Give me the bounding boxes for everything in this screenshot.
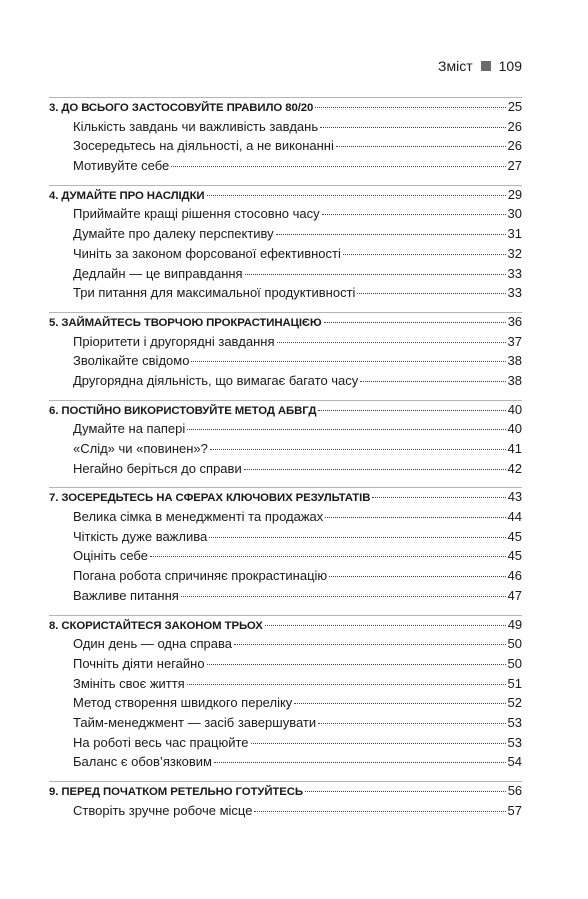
toc-entry xyxy=(49,676,522,696)
dot-leader xyxy=(251,743,506,744)
toc-entry-page: 38 xyxy=(507,372,522,388)
chapter-heading-page: 56 xyxy=(507,783,522,798)
chapter-heading-page: 43 xyxy=(507,489,522,505)
dot-leader xyxy=(191,361,505,362)
toc-chapter xyxy=(49,487,522,614)
toc-entry-page: 33 xyxy=(507,285,522,301)
toc-entry-title: Тайм-менеджмент — засіб завершувати xyxy=(73,714,317,730)
toc-entry xyxy=(49,548,522,568)
toc-entry-page: 52 xyxy=(507,695,522,711)
toc-entry xyxy=(49,285,522,305)
dot-leader xyxy=(336,146,506,147)
dot-leader xyxy=(210,449,506,450)
dot-leader xyxy=(234,644,506,645)
toc-entry xyxy=(49,588,522,608)
toc-entry-title: Метод створення швидкого переліку xyxy=(73,695,293,711)
toc-entry xyxy=(49,636,522,656)
dot-leader xyxy=(244,469,506,470)
toc-entry-page: 31 xyxy=(507,226,522,242)
toc-entry xyxy=(49,441,522,461)
dot-leader xyxy=(150,556,506,557)
toc-entry-title: Один день — одна справа xyxy=(73,636,232,652)
dot-leader xyxy=(277,342,506,343)
toc-entry xyxy=(49,656,522,676)
toc-entry-page: 26 xyxy=(507,138,522,154)
chapter-heading-title: 7. ЗОСЕРЕДЬТЕСЬ НА СФЕРАХ КЛЮЧОВИХ РЕЗУЛЬТАТІВ xyxy=(49,492,371,505)
toc-chapter xyxy=(49,781,522,829)
toc-chapter xyxy=(49,312,522,400)
header-page-number: 109 xyxy=(498,58,522,74)
toc-entry xyxy=(49,695,522,715)
toc-entry-page: 54 xyxy=(507,754,522,770)
chapter-heading-page: 29 xyxy=(507,186,522,202)
toc-entry-title: Чіткість дуже важлива xyxy=(73,528,208,544)
chapter-heading xyxy=(49,187,522,207)
toc-entry-title: Змініть своє життя xyxy=(73,675,185,691)
toc-entry xyxy=(49,119,522,139)
toc-entry-title: Важливе питання xyxy=(73,587,179,603)
toc-entry-page: 38 xyxy=(507,353,522,369)
dot-leader xyxy=(320,127,505,128)
dot-leader xyxy=(254,811,505,812)
toc-entry-page: 40 xyxy=(507,421,522,437)
chapter-heading xyxy=(49,402,522,422)
chapter-heading-page: 36 xyxy=(507,313,522,329)
dot-leader xyxy=(372,497,505,498)
toc-entry-title: Думайте на папері xyxy=(73,421,186,437)
toc-chapter xyxy=(49,615,522,782)
toc-entry-page: 37 xyxy=(507,333,522,349)
dot-leader xyxy=(329,576,505,577)
toc-entry xyxy=(49,529,522,549)
toc-entry xyxy=(49,138,522,158)
dot-leader xyxy=(209,537,505,538)
toc-entry xyxy=(49,735,522,755)
toc-entry-page: 30 xyxy=(507,206,522,222)
chapter-heading xyxy=(49,314,522,334)
toc-entry-page: 44 xyxy=(507,509,522,525)
dot-leader xyxy=(318,723,505,724)
toc-entry-title: Приймайте кращі рішення стосовно часу xyxy=(73,206,320,222)
toc-entry xyxy=(49,266,522,286)
toc-entry-title: Оцініть себе xyxy=(73,548,148,564)
dot-leader xyxy=(343,254,506,255)
chapter-heading-page: 25 xyxy=(507,99,522,114)
square-bullet-icon xyxy=(481,61,491,71)
chapter-heading xyxy=(49,489,522,509)
dot-leader xyxy=(325,517,505,518)
dot-leader xyxy=(171,166,505,167)
toc-entry-title: Другорядна діяльність, що вимагає багато часу xyxy=(73,372,359,388)
dot-leader xyxy=(360,381,505,382)
dot-leader xyxy=(357,293,505,294)
dot-leader xyxy=(207,195,506,196)
toc-entry xyxy=(49,509,522,529)
toc-entry-title: Погана робота спричиняє прокрастинацію xyxy=(73,568,328,584)
toc-entry-title: Кількість завдань чи важливість завдань xyxy=(73,118,319,134)
dot-leader xyxy=(207,664,506,665)
toc-entry-title: Чиніть за законом форсованої ефективності xyxy=(73,245,341,261)
toc-entry xyxy=(49,568,522,588)
table-of-contents xyxy=(49,97,522,829)
toc-entry xyxy=(49,334,522,354)
dot-leader xyxy=(265,625,506,626)
toc-chapter xyxy=(49,185,522,312)
dot-leader xyxy=(294,703,505,704)
chapter-heading xyxy=(49,617,522,637)
toc-entry-page: 53 xyxy=(507,714,522,730)
chapter-heading xyxy=(49,99,522,119)
dot-leader xyxy=(318,410,505,411)
chapter-heading-title: 6. ПОСТІЙНО ВИКОРИСТОВУЙТЕ МЕТОД АБВГД xyxy=(49,404,317,417)
toc-entry xyxy=(49,353,522,373)
toc-entry-title: Велика сімка в менеджменті та продажах xyxy=(73,509,324,525)
chapter-heading-page: 49 xyxy=(507,616,522,632)
running-header xyxy=(438,58,522,74)
toc-entry-page: 27 xyxy=(507,158,522,174)
toc-entry-title: Три питання для максимальної продуктивності xyxy=(73,285,356,301)
toc-entry-title: Думайте про далеку перспективу xyxy=(73,226,274,242)
chapter-heading-title: 5. ЗАЙМАЙТЕСЬ ТВОРЧОЮ ПРОКРАСТИНАЦІЄЮ xyxy=(49,316,322,329)
toc-entry xyxy=(49,461,522,481)
toc-chapter xyxy=(49,400,522,488)
dot-leader xyxy=(324,322,506,323)
toc-entry-title: Пріоритети і другорядні завдання xyxy=(73,333,275,349)
header-section-title: Зміст xyxy=(438,58,473,74)
toc-entry-title: «Слід» чи «повинен»? xyxy=(73,441,208,456)
chapter-heading-title: 4. ДУМАЙТЕ ПРО НАСЛІДКИ xyxy=(49,189,205,202)
chapter-heading-title: 9. ПЕРЕД ПОЧАТКОМ РЕТЕЛЬНО ГОТУЙТЕСЬ xyxy=(49,786,304,798)
toc-entry xyxy=(49,246,522,266)
toc-entry-page: 26 xyxy=(507,118,522,134)
toc-entry-page: 46 xyxy=(507,568,522,584)
dot-leader xyxy=(187,429,505,430)
toc-entry xyxy=(49,803,522,823)
chapter-heading-title: 8. СКОРИСТАЙТЕСЯ ЗАКОНОМ ТРЬОХ xyxy=(49,619,263,632)
chapter-heading-page: 40 xyxy=(507,401,522,417)
toc-entry xyxy=(49,715,522,735)
toc-entry-title: Зволікайте свідомо xyxy=(73,353,190,369)
toc-entry-title: Дедлайн — це виправдання xyxy=(73,265,243,281)
toc-entry-page: 45 xyxy=(507,528,522,544)
dot-leader xyxy=(187,684,506,685)
toc-entry-page: 33 xyxy=(507,265,522,281)
toc-entry xyxy=(49,373,522,393)
toc-entry-page: 32 xyxy=(507,245,522,261)
dot-leader xyxy=(322,214,506,215)
toc-entry-page: 50 xyxy=(507,655,522,671)
toc-entry-title: Баланс є обов’язковим xyxy=(73,754,212,770)
toc-entry-title: Почніть діяти негайно xyxy=(73,655,205,671)
toc-entry-page: 50 xyxy=(507,636,522,652)
toc-entry-page: 45 xyxy=(507,548,522,564)
dot-leader xyxy=(214,762,506,763)
toc-entry-page: 47 xyxy=(507,587,522,603)
dot-leader xyxy=(315,107,506,108)
dot-leader xyxy=(276,234,506,235)
toc-entry-title: На роботі весь час працюйте xyxy=(73,734,249,750)
toc-entry xyxy=(49,226,522,246)
toc-entry-page: 53 xyxy=(507,734,522,750)
toc-entry-page: 41 xyxy=(507,441,522,456)
toc-entry xyxy=(49,754,522,774)
chapter-heading xyxy=(49,783,522,803)
toc-entry-title: Мотивуйте себе xyxy=(73,158,170,174)
toc-entry-title: Створіть зручне робоче місце xyxy=(73,802,253,818)
toc-chapter xyxy=(49,97,522,185)
dot-leader xyxy=(245,274,506,275)
toc-entry-title: Зосередьтесь на діяльності, а не виконанні xyxy=(73,138,334,154)
dot-leader xyxy=(305,791,506,792)
toc-entry-page: 51 xyxy=(507,675,522,691)
toc-entry xyxy=(49,206,522,226)
dot-leader xyxy=(181,596,506,597)
toc-entry-title: Негайно беріться до справи xyxy=(73,460,242,476)
chapter-heading-title: 3. ДО ВСЬОГО ЗАСТОСОВУЙТЕ ПРАВИЛО 80/20 xyxy=(49,102,314,114)
toc-entry-page: 42 xyxy=(507,460,522,476)
toc-entry xyxy=(49,158,522,178)
toc-entry xyxy=(49,421,522,441)
toc-entry-page: 57 xyxy=(507,802,522,818)
